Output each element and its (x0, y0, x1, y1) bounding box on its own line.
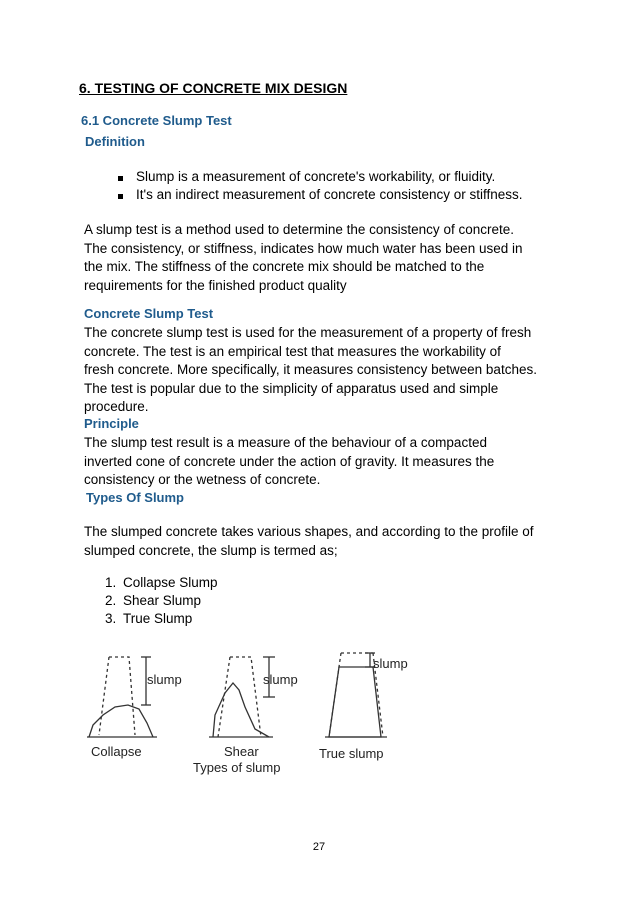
paragraph-line: The slump test result is a measure of the behaviour of a compacted (84, 435, 487, 450)
paragraph-line: consistency or the wetness of concrete. (84, 472, 321, 487)
principle-paragraph (84, 434, 554, 490)
definition-bullet: Slump is a measurement of concrete's workability, or fluidity. (136, 169, 496, 184)
paragraph-line: fresh concrete. More specifically, it measures consistency between batches. (84, 362, 537, 377)
figure-title: Types of slump (193, 760, 281, 775)
list-item: Shear Slump (123, 593, 202, 608)
figure-caption: True slump (319, 746, 384, 761)
page-number: 27 (312, 841, 326, 853)
slump-label: slump (373, 656, 408, 671)
list-number: 2. (105, 593, 117, 608)
definition-title: Definition (85, 134, 145, 149)
section-title: 6.1 Concrete Slump Test (81, 113, 232, 128)
paragraph-line: inverted cone of concrete under the action of gravity. It measures the (84, 453, 495, 469)
figure-caption: Shear (224, 744, 259, 759)
paragraph-line: requirements for the finished product quality (84, 277, 347, 293)
paragraph-line: concrete. The test is an empirical test that measures the workability of (84, 343, 501, 359)
collapse-profile (89, 705, 153, 737)
paragraph-line: A slump test is a method used to determine the consistency of concrete. (84, 222, 514, 237)
paragraph-line: The test is popular due to the simplicity of apparatus used and simple (84, 380, 499, 396)
paragraph-line: the mix. The stiffness of the concrete mix should be matched to the (84, 259, 485, 274)
slump-label: slump (147, 672, 182, 687)
page-heading: 6. TESTING OF CONCRETE MIX DESIGN (79, 80, 348, 96)
bullet-marker (118, 176, 123, 181)
definition-bullet: It's an indirect measurement of concrete consistency or stiffness. (136, 187, 523, 202)
bullet-marker (118, 194, 123, 199)
list-number: 3. (105, 611, 117, 626)
intro-paragraph (84, 221, 554, 295)
paragraph-line: The slumped concrete takes various shapes, and according to the profile of (84, 524, 534, 539)
list-item: True Slump (123, 611, 193, 626)
types-paragraph (84, 523, 554, 560)
cone-outline (109, 657, 135, 735)
shear-profile (213, 683, 269, 737)
slump-test-paragraph (84, 324, 554, 417)
list-number: 1. (105, 575, 117, 590)
slump-test-title: Concrete Slump Test (84, 306, 214, 321)
list-item: Collapse Slump (123, 575, 218, 590)
paragraph-line: The concrete slump test is used for the measurement of a property of fresh (84, 325, 532, 340)
paragraph-line: slumped concrete, the slump is termed as; (84, 542, 338, 558)
principle-title: Principle (84, 416, 139, 431)
types-title: Types Of Slump (86, 490, 184, 505)
true-profile (329, 667, 381, 737)
figure-caption: Collapse (91, 744, 142, 759)
slump-label: slump (263, 672, 298, 687)
types-of-slump-figure (83, 645, 423, 785)
paragraph-line: procedure. (84, 399, 149, 414)
paragraph-line: The consistency, or stiffness, indicates how much water has been used in (84, 240, 523, 256)
